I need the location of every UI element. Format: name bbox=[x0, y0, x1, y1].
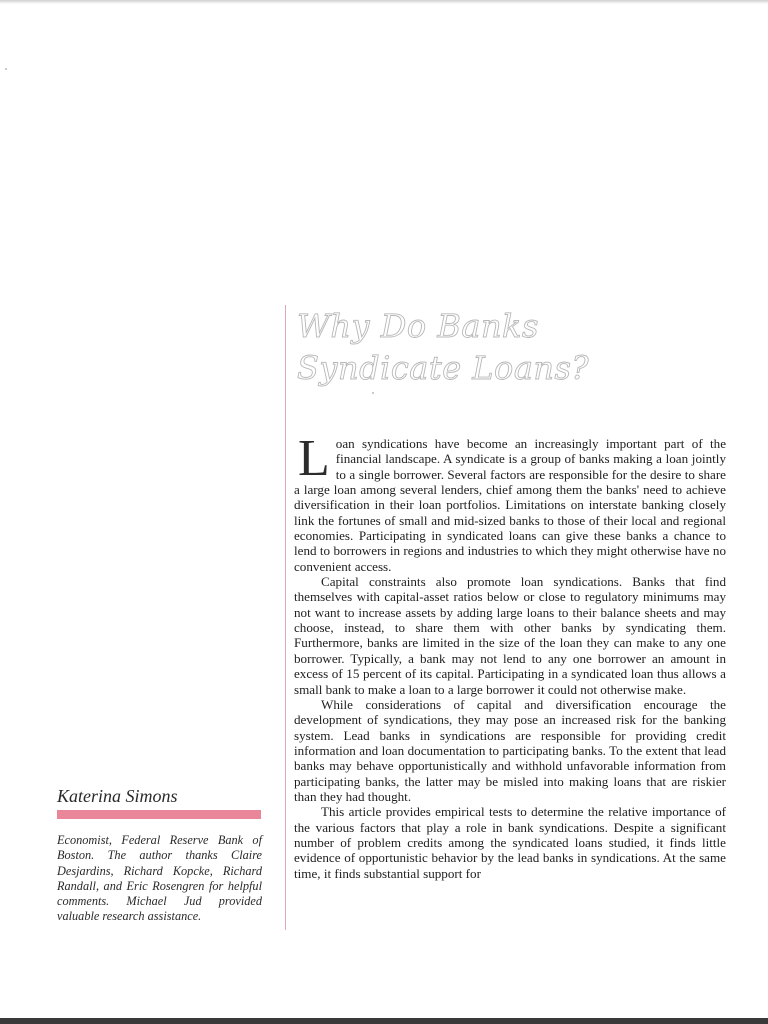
author-accent-bar bbox=[57, 810, 261, 819]
paragraph-3: While considerations of capital and diversification encourage the development of syndications, they may pose an increased risk for the banking system. Lead banks in syndications are responsible for providing credit information and loan documentation to participating banks. To the extent that lead banks may behave opportunistically and withhold unfavorable information from participating banks, the latter may be misled into making loans that are riskier than they had thought. bbox=[294, 696, 726, 804]
article-body bbox=[294, 430, 726, 881]
drop-cap: L bbox=[298, 430, 330, 487]
scan-edge-bottom bbox=[0, 1018, 768, 1024]
column-rule bbox=[285, 305, 286, 930]
scan-speck-title bbox=[372, 392, 374, 394]
paragraph-4: This article provides empirical tests to determine the relative importance of the various factors that play a role in bank syndications. Despite a significant number of problem credits among the syndicated loans studied, it finds little evidence of opportunistic behavior by the lead banks in syndications. At the same time, it finds substantial support for bbox=[294, 804, 726, 881]
article-title-line-1: Why Do Banks bbox=[297, 307, 539, 345]
author-bio: Economist, Federal Reserve Bank of Boston. The author thanks Claire Desjardins, Richard Kopcke, Richard Randall, and Eric Rosengren for helpful comments. Michael Jud provided valuable research assistance. bbox=[57, 833, 262, 924]
paragraph-2: Capital constraints also promote loan syndications. Banks that find themselves with capital-asset ratios below or close to regulatory minimums may not want to increase assets by adding large loans to their balance sheets and may choose, instead, to share them with other banks by syndicating them. Furthermore, banks are limited in the size of the loan they can make to any one borrower. Typically, a bank may not lend to any one borrower an amount in excess of 15 percent of its capital. Participating in a syndicated loan thus allows a small bank to make a loan to a large borrower it could not otherwise make. bbox=[294, 574, 726, 697]
scan-edge-top bbox=[0, 0, 768, 4]
paragraph-1-text: oan syndications have become an increasingly important part of the financial landscape. A syndicate is a group of banks making a loan jointly to a single borrower. Several factors are responsible for the desire to share a large loan among several lenders, chief among them the banks' need to achieve diversification in their loan portfolios. Limitations on interstate banking closely link the fortunes of small and mid-sized banks to those of their local and regional economies. Participating in syndicated loans can give these banks a chance to lend to borrowers in regions and industries to which they might otherwise have no convenient access. bbox=[294, 436, 726, 574]
paragraph-1 bbox=[294, 430, 726, 574]
article-title-line-2: Syndicate Loans? bbox=[297, 349, 590, 387]
author-name: Katerina Simons bbox=[57, 786, 178, 806]
article-title bbox=[297, 305, 737, 389]
scan-speck bbox=[5, 68, 7, 70]
